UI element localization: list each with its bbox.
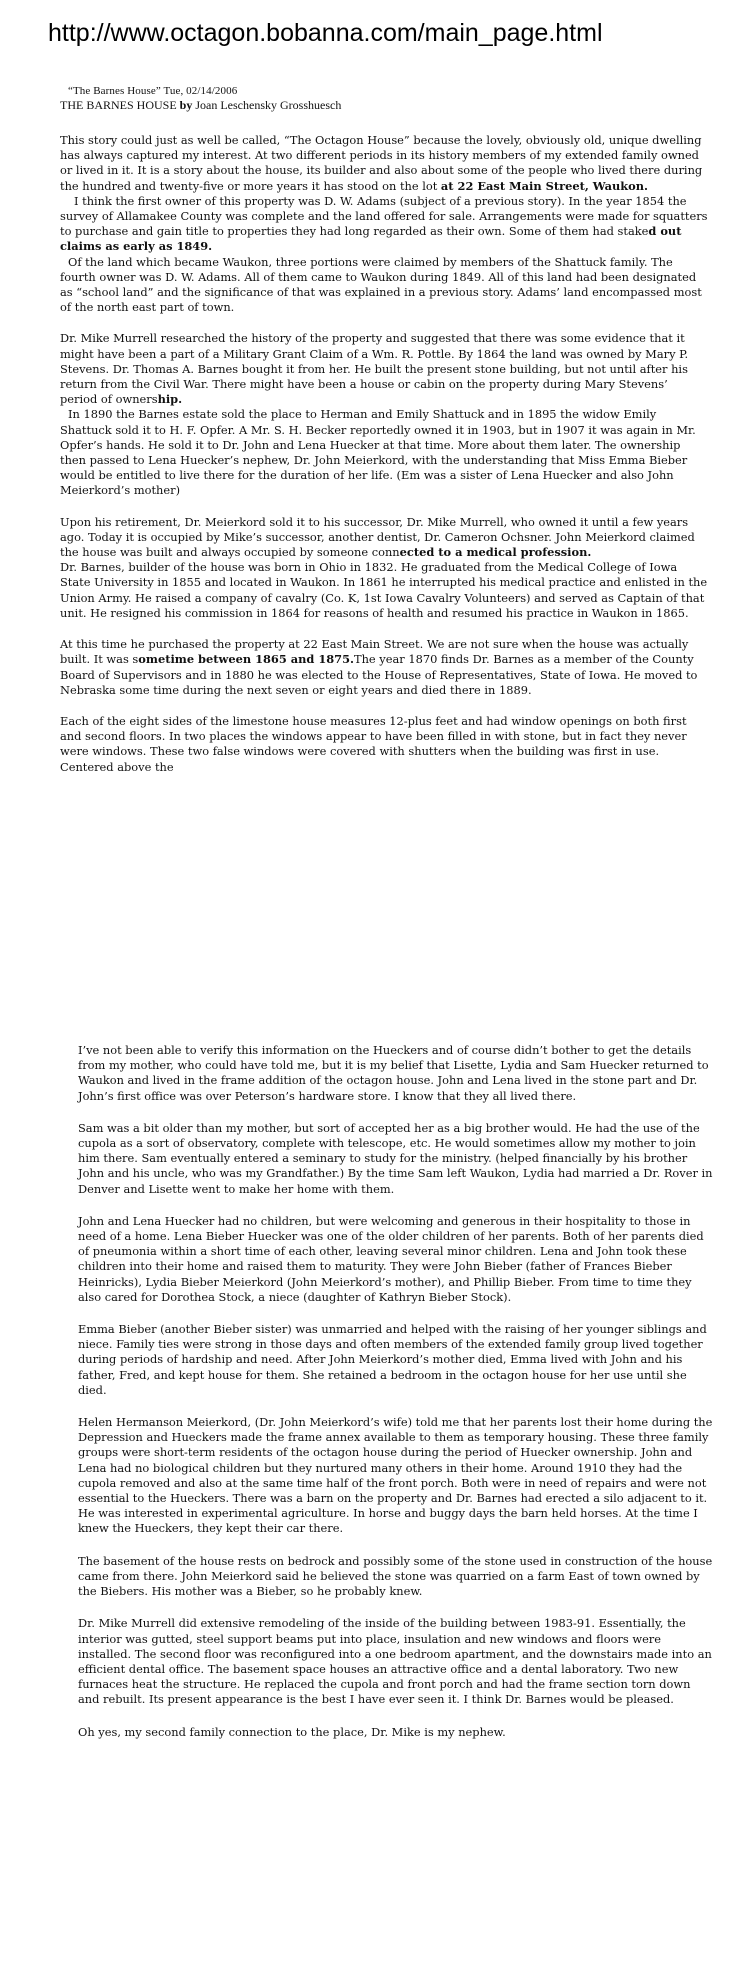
paragraph-intro-bold: at 22 East Main Street, Waukon. — [440, 178, 648, 193]
paragraph-helen: Helen Hermanson Meierkord, (Dr. John Meierkord’s wife) told me that her parents lost their home during the Depression and Hueckers made the frame annex available to them as temporary housing. These three family groups were short-term residents of the octagon house during the period of Huecker ownership. John and Lena had no biological children but they nurtured many others in their home. Around 1910 they had the cupola removed and also at the same time half of the front porch. Both were in need of repairs and were not essential to the Hueckers. There was a barn on the property and Dr. Barnes had erected a silo adjacent to it. He was interested in experimental agriculture. In horse and buggy days the barn held horses. At the time I knew the Hueckers, they kept their car there. — [78, 1415, 713, 1536]
paragraph-dr-barnes — [60, 560, 708, 621]
paragraph-remodeling: Dr. Mike Murrell did extensive remodeling of the inside of the building between 1983-91. Essentially, the interior was gutted, steel support beams put into place, insulation and new windows and floors were installed. The second floor was reconfigured into a one bedroom apartment, and the downstairs made into an efficient dental office. The basement space houses an attractive office and a dental laboratory. Two new furnaces heat the structure. He replaced the cupola and front porch and had the frame section torn down and rebuilt. Its present appearance is the best I have ever seen it. I think Dr. Barnes would be pleased. — [78, 1616, 712, 1707]
paragraph-shattuck-text: Of the land which became Waukon, three portions were claimed by members of the Shattuck family. The fourth owner was D. W. Adams. All of them came to Waukon during 1849. All of this land had been designated as “school land” and the significance of that was explained in a previous story. Adams’ land encompassed most of the north east part of town. — [60, 254, 702, 315]
page-url-header: http://www.octagon.bobanna.com/main_page.html — [48, 19, 603, 47]
paragraph-barnes-estate — [60, 407, 708, 498]
paragraph-limestone-text: Each of the eight sides of the limestone house measures 12-plus feet and had window openings on both first and second floors. In two places the windows appear to have been filled in with stone, but in fact they never were windows. These two false windows were covered with shutters when the building was first in use. Centered above the — [60, 713, 687, 774]
paragraph-first-owner — [60, 194, 708, 255]
paragraph-dr-barnes-text: Dr. Barnes, builder of the house was born in Ohio in 1832. He graduated from the Medical College of Iowa State University in 1855 and located in Waukon. In 1861 he interrupted his medical practice and enlisted in the Union Army. He raised a company of cavalry (Co. K, 1st Iowa Cavalry Volunteers) and served as Captain of that unit. He resigned his commission in 1864 for reasons of health and resumed his practice in Waukon in 1865. — [60, 560, 708, 620]
article-page-2 — [78, 1043, 714, 1757]
paragraph-first-owner-text: I think the first owner of this property was D. W. Adams (subject of a previous story). In the year 1854 the survey of Allamakee County was complete and the land offered for sale. Arrangements were made for squatters to purchase and gain title to properties they had long regarded as their own. Some of them had stake — [60, 193, 708, 239]
source-line — [68, 84, 708, 98]
article-page-1 — [60, 84, 708, 791]
paragraph-sam: Sam was a bit older than my mother, but sort of accepted her as a big brother would. He had the use of the cupola as a sort of observatory, complete with telescope, etc. He would sometimes allow my mother to join him there. Sam eventually entered a seminary to study for the ministry. (helped financially by his brother John and his uncle, who was my Grandfather.) By the time Sam left Waukon, Lydia had married a Dr. Rover in Denver and Lisette went to make her home with them. — [78, 1120, 713, 1196]
paragraph-murrell-research-bold: hip. — [157, 392, 183, 407]
by-label: by — [179, 98, 193, 112]
paragraph-emma: Emma Bieber (another Bieber sister) was unmarried and helped with the raising of her younger siblings and niece. Family ties were strong in those days and often members of the extended family group lived together during periods of hardship and need. After John Meierkord’s mother died, Emma lived with John and his father, Fred, and kept house for them. She retained a bedroom in the octagon house for her use until she died. — [78, 1322, 707, 1397]
paragraph-purchase-bold: ometime between 1865 and 1875. — [138, 652, 354, 667]
paragraph-murrell-research-text: Dr. Mike Murrell researched the history of the property and suggested that there was some evidence that it might have been a part of a Military Grant Claim of a Wm. R. Pottle. By 1864 the land was owned by Mary P. Stevens. Dr. Thomas A. Barnes bought it from her. He built the present stone building, but not until after his return from the Civil War. There might have been a house or cabin on the property during Mary Stevens’ period of owners — [60, 331, 689, 407]
article-author: Joan Leschensky Grosshuesch — [195, 98, 342, 112]
paragraph-retirement-bold: ected to a medical profession. — [399, 545, 592, 560]
paragraph-murrell-research — [60, 331, 708, 407]
source-line-text: “The Barnes House” Tue, 02/14/2006 — [68, 85, 238, 97]
paragraph-first-owner-bold: d out claims as early as 1849. — [60, 224, 682, 254]
paragraph-purchase-text-a: At this time he purchased the property at 22 East Main Street. We are not sure when the house was actually built. It was s — [60, 637, 689, 667]
paragraph-shattuck — [60, 255, 708, 316]
paragraph-purchase — [60, 637, 708, 698]
article-title: THE BARNES HOUSE — [60, 98, 177, 112]
paragraph-nephew: Oh yes, my second family connection to the place, Dr. Mike is my nephew. — [78, 1724, 506, 1739]
paragraph-purchase-text-b: The year 1870 finds Dr. Barnes as a member of the County Board of Supervisors and in 1880 he was elected to the House of Representatives, State of Iowa. He moved to Nebraska some time during the next seven or eight years and died there in 1889. — [60, 652, 698, 697]
paragraph-retirement — [60, 515, 708, 561]
paragraph-intro — [60, 133, 708, 194]
paragraph-john-lena: John and Lena Huecker had no children, but were welcoming and generous in their hospitality to those in need of a home. Lena Bieber Huecker was one of the older children of her parents. Both of her parents died of pneumonia within a short time of each other, leaving several minor children. Lena and John took these children into their home and raised them to maturity. They were John Bieber (father of Frances Bieber Heinricks), Lydia Bieber Meierkord (John Meierkord’s mother), and Phillip Bieber. From time to time they also cared for Dorothea Stock, a niece (daughter of Kathryn Bieber Stock). — [78, 1213, 704, 1304]
paragraph-barnes-estate-text: In 1890 the Barnes estate sold the place to Herman and Emily Shattuck and in 1895 the widow Emily Shattuck sold it to H. F. Opfer. A Mr. S. H. Becker reportedly owned it in 1903, but in 1907 it was again in Mr. Opfer’s hands. He sold it to Dr. John and Lena Huecker at that time. More about them later. The ownership then passed to Lena Huecker’s nephew, Dr. John Meierkord, with the understanding that Miss Emma Bieber would be entitled to live there for the duration of her life. (Em was a sister of Lena Huecker and also John Meierkord’s mother) — [60, 407, 696, 498]
paragraph-retirement-text: Upon his retirement, Dr. Meierkord sold it to his successor, Dr. Mike Murrell, who owned it until a few years ago. Today it is occupied by Mike’s successor, another dentist, Dr. Cameron Ochsner. John Meierkord claimed the house was built and always occupied by someone conn — [60, 514, 695, 560]
paragraph-intro-text: This story could just as well be called, “The Octagon House” because the lovely, obviously old, unique dwelling has always captured my interest. At two different periods in its history members of my extended family owned or lived in it. It is a story about the house, its builder and also about some of the people who lived there during the hundred and twenty-five or more years it has stood on the lot — [60, 133, 703, 193]
paragraph-basement: The basement of the house rests on bedrock and possibly some of the stone used in construction of the house came from there. John Meierkord said he believed the stone was quarried on a farm East of town owned by the Biebers. His mother was a Bieber, so he probably knew. — [78, 1553, 713, 1599]
article-title-line — [60, 98, 708, 113]
paragraph-limestone — [60, 714, 708, 775]
paragraph-hueckers-verify: I’ve not been able to verify this information on the Hueckers and of course didn’t bother to get the details from my mother, who could have told me, but it is my belief that Lisette, Lydia and Sam Huecker returned to Waukon and lived in the frame addition of the octagon house. John and Lena lived in the stone part and Dr. John’s first office was over Peterson’s hardware store. I know that they all lived there. — [78, 1043, 709, 1103]
